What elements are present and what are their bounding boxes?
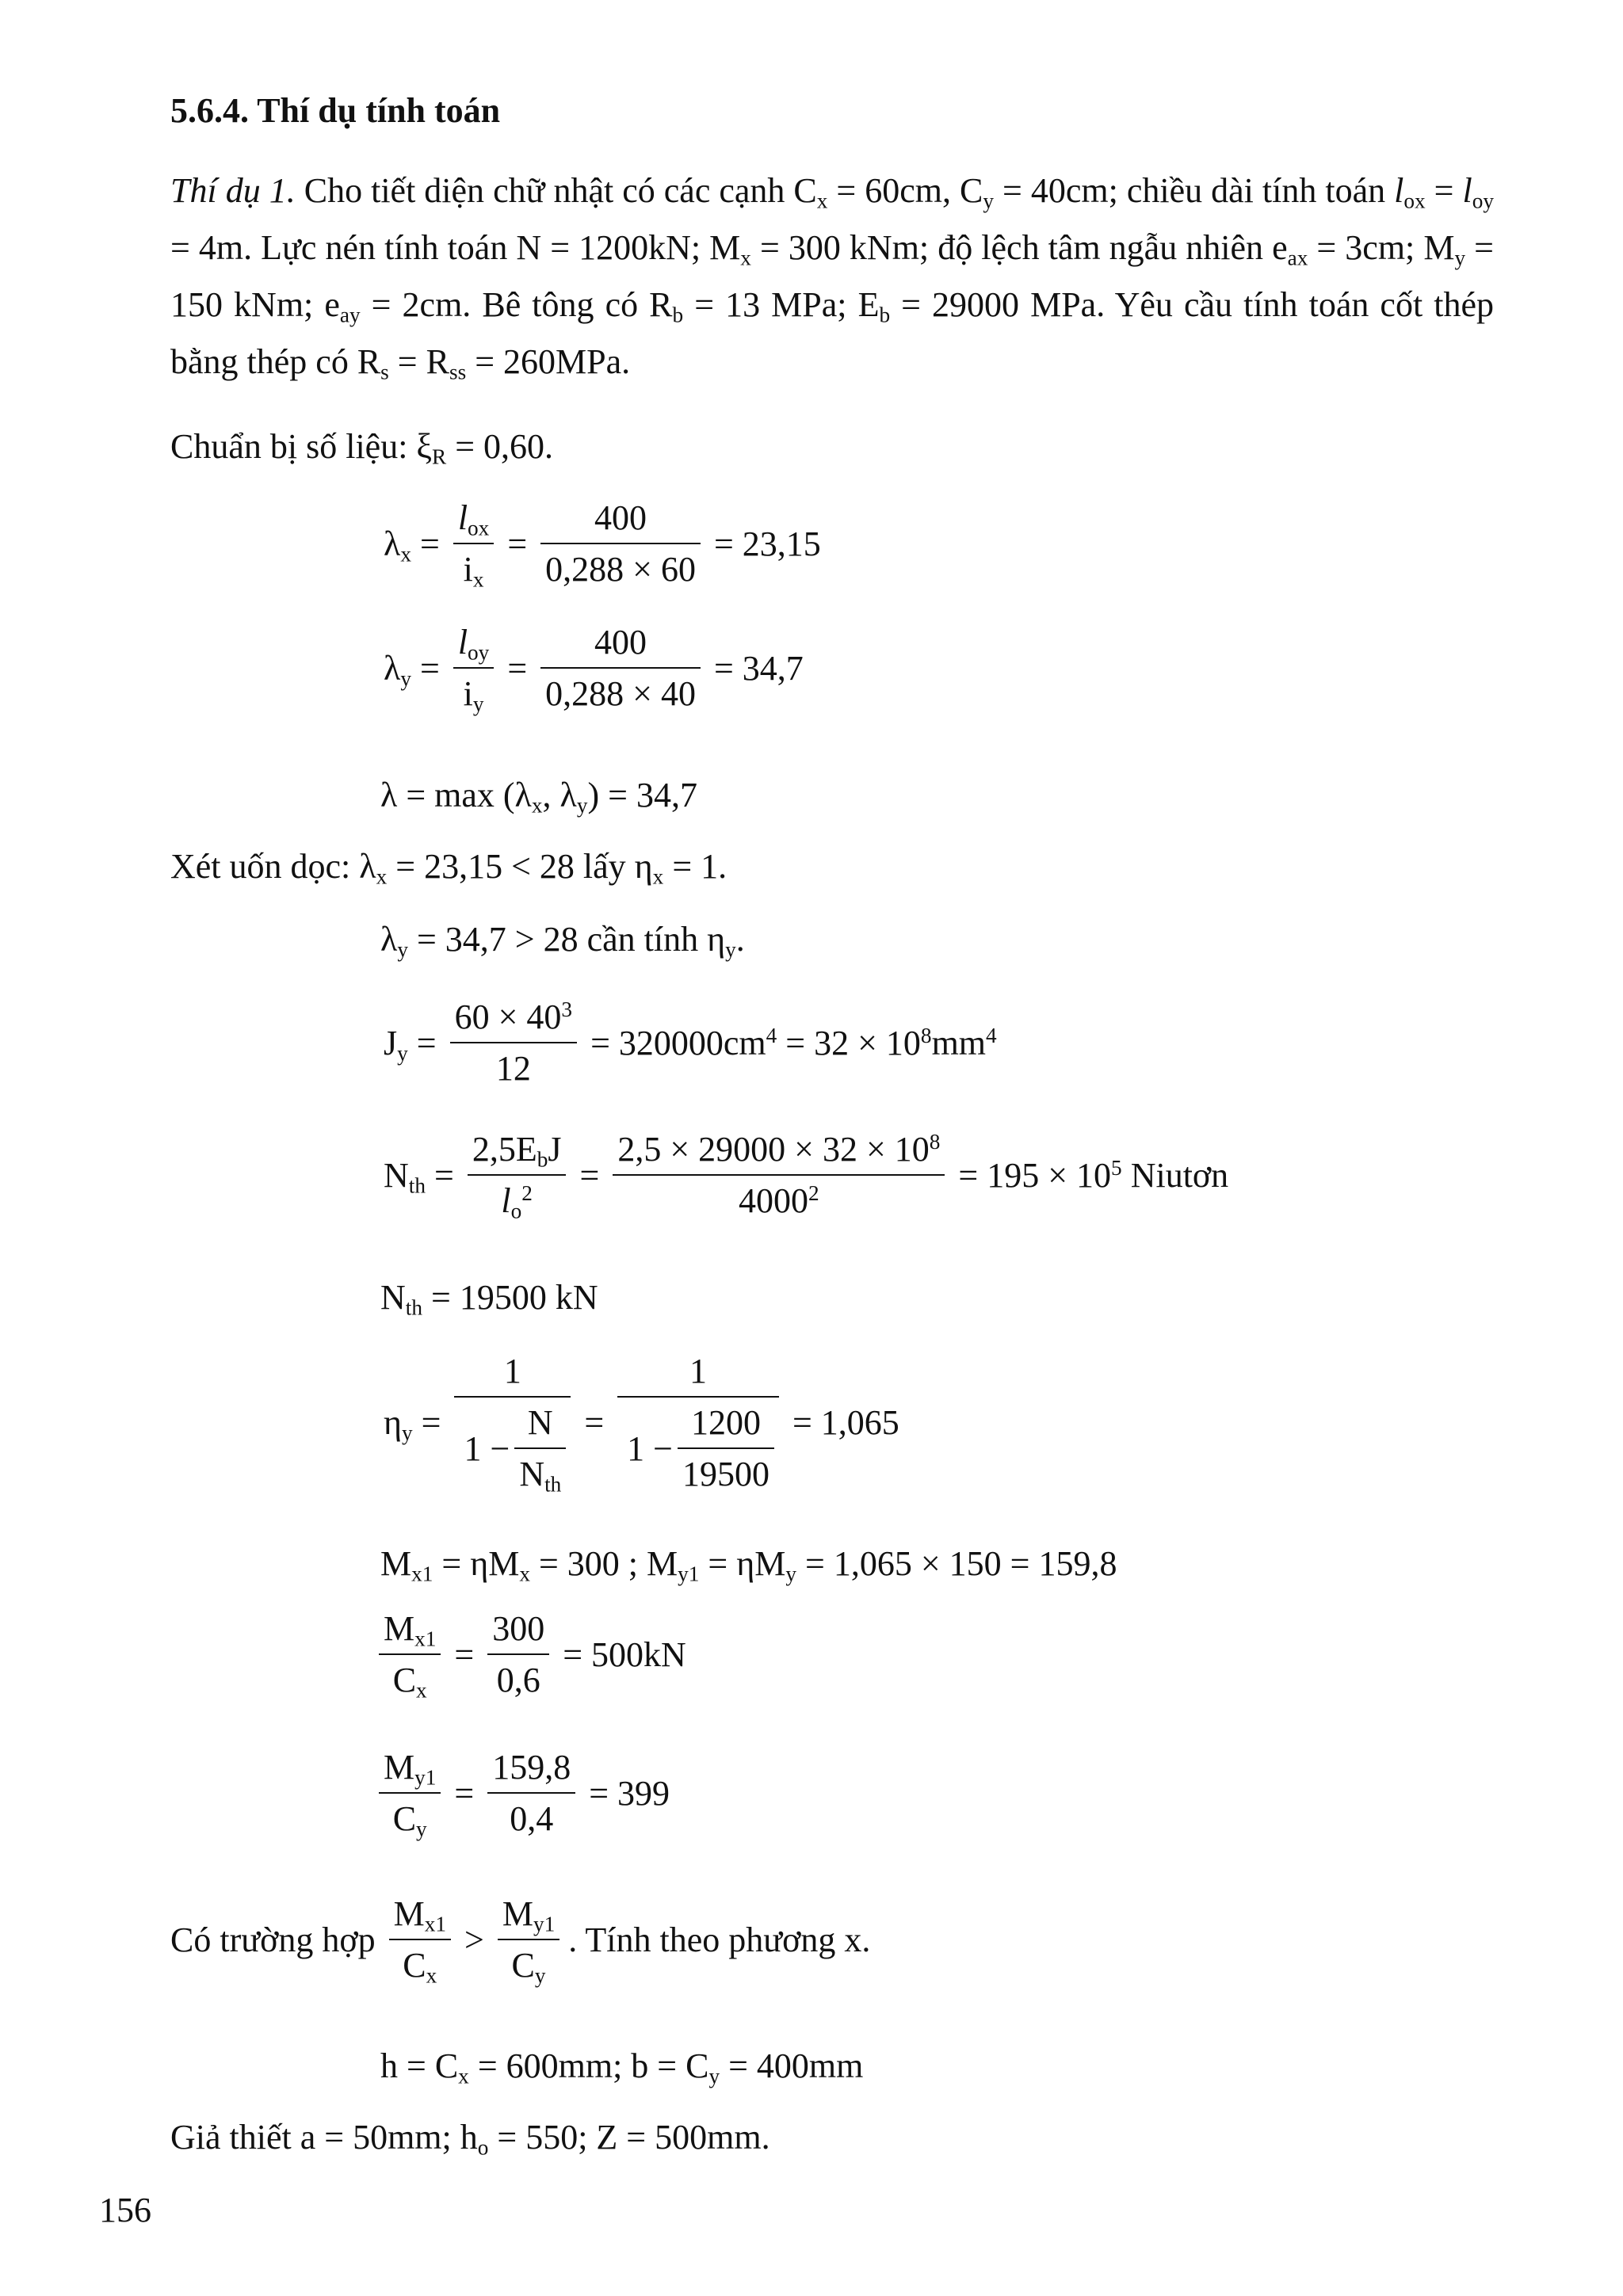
nth-equation: $N_{th}$ = $\frac{2,5E_bJ}{l_o^2}$ = $\frac{2,5 \times 29000 \times 32 \times 10^8}{4000^2}$ = $195 \times 10^5$ Niutơn — [379, 1129, 1233, 1221]
nth-result: = $195 \times 10^5$ Niutơn — [958, 1155, 1229, 1195]
nth-frac1: $\frac{2,5E_bJ}{l_o^2}$ — [468, 1129, 567, 1221]
nth-lhs: $N_{th}$ = — [384, 1155, 454, 1198]
nth-value-line: $N_{th} = 19500$ kN — [380, 1278, 598, 1320]
page-number: 156 — [99, 2191, 151, 2229]
ratio-x-frac1: $\frac{M_{x1}}{C_x}$ — [379, 1608, 441, 1700]
eta-frac2: 1 1 − $\frac{1200}{19500}$ — [617, 1351, 779, 1494]
lambda-y-frac1: $\frac{l_{oy}}{i_y}$ — [453, 622, 495, 714]
lambda-x-equation: $\lambda_x$ = $\frac{l_{ox}}{i_x}$ = $\frac{400}{0,288 \times 60}$ = 23,15 — [379, 498, 826, 589]
lambda-y-result: = 34,7 — [713, 648, 804, 688]
assumption-line: Giả thiết a = 50mm; $h_o = 550$; Z = 500mm. — [170, 2118, 770, 2160]
dims-line: $h = C_x = 600mm$; $b = C_y = 400mm$ — [380, 2046, 864, 2088]
lambda-x-result: = 23,15 — [713, 524, 821, 563]
ratio-x-frac2: $\frac{300}{0,6}$ — [487, 1608, 549, 1700]
jy-equation — [379, 997, 1002, 1089]
lambda-y-frac2: $\frac{400}{0,288 \times 40}$ — [540, 622, 701, 714]
nth-frac2: $\frac{2,5 \times 29000 \times 32 \times 10^8}{4000^2}$ — [613, 1129, 945, 1221]
jy-lhs: $J_y$ = — [384, 1023, 437, 1066]
eta-lhs: $\eta_y$ = — [384, 1403, 441, 1445]
ratio-y-equation: $\frac{M_{y1}}{C_y}$ = $\frac{159,8}{0,4}$ = 399 — [379, 1747, 674, 1839]
example-paragraph — [170, 162, 1494, 391]
buckling-line-2: $\lambda_y = 34,7 > 28$ cần tính $\eta_y$. — [380, 920, 745, 962]
lambda-y-lhs: $\lambda_y$ = — [384, 648, 440, 691]
ratio-y-frac1: $\frac{M_{y1}}{C_y}$ — [379, 1747, 441, 1839]
eta-result: = 1,065 — [792, 1403, 899, 1442]
section-heading: 5.6.4. Thí dụ tính toán — [170, 91, 501, 130]
buckling-line-1: Xét uốn dọc: $\lambda_x = 23,15 < 28$ lấy $\eta_x = 1$. — [170, 847, 727, 889]
jy-frac: $\frac{60 \times 40^3}{12}$ — [450, 997, 577, 1089]
jy-result: = $320000cm^4 = 32 \times 10^8mm^4$ — [590, 1023, 997, 1062]
case-post: . Tính theo phương x. — [568, 1920, 871, 1959]
case-frac-x: $\frac{M_{x1}}{C_x}$ — [389, 1894, 451, 1985]
case-frac-y: $\frac{M_{y1}}{C_y}$ — [498, 1894, 559, 1985]
case-line: Có trường hợp $\frac{M_{x1}}{C_x}$ > $\frac{M_{y1}}{C_y}$ . Tính theo phương x. — [170, 1894, 875, 1985]
case-pre: Có trường hợp — [170, 1920, 376, 1959]
ratio-x-result: = 500kN — [563, 1634, 686, 1674]
eta-frac1: 1 1 − $\frac{N}{N_{th}}$ — [454, 1351, 571, 1494]
example-label: Thí dụ 1. — [170, 171, 296, 210]
ratio-y-frac2: $\frac{159,8}{0,4}$ — [487, 1747, 575, 1839]
moments-line: $M_{x1} = \eta M_x = 300$ ; $M_{y1} = \eta M_y = 1,065 \times 150 = 159,8$ — [380, 1544, 1117, 1586]
lambda-x-frac2: $\frac{400}{0,288 \times 60}$ — [540, 498, 701, 589]
lambda-x-lhs: $\lambda_x$ = — [384, 524, 440, 566]
eta-equation: $\eta_y$ = 1 1 − $\frac{N}{N_{th}}$ = 1 1 − $\frac{1200}{19500}$ = 1,065 — [379, 1351, 904, 1494]
lambda-x-frac1: $\frac{l_{ox}}{i_x}$ — [453, 498, 495, 589]
ratio-y-result: = 399 — [589, 1773, 670, 1813]
example-text: Cho tiết diện chữ nhật có các cạnh $C_x = 60cm$, $C_y = 40cm$; chiều dài tính toán $l_{ox} = l_{oy} = 4m$. Lực nén tính toán N = 1200kN; $M_x = 300$ kNm; độ lệch tâm ngẫu nhiên $e_{ax} = 3cm$; $M_y = 150$ kNm; $e_{ay} = 2cm$. Bê tông có $R_b = 13$ MPa; $E_b = 29000$ MPa. Yêu cầu tính toán cốt thép bằng thép có $R_s = R_{ss} = 260MPa$. — [170, 171, 1494, 384]
lambda-max-line: $\lambda = \max (\lambda_x$, $\lambda_y) = 34,7$ — [380, 776, 697, 818]
ratio-x-equation: $\frac{M_{x1}}{C_x}$ = $\frac{300}{0,6}$ = 500kN — [379, 1608, 691, 1700]
prep-line: Chuẩn bị số liệu: $\xi_R = 0,60$. — [170, 427, 554, 469]
lambda-y-equation: $\lambda_y$ = $\frac{l_{oy}}{i_y}$ = $\frac{400}{0,288 \times 40}$ = 34,7 — [379, 622, 808, 714]
